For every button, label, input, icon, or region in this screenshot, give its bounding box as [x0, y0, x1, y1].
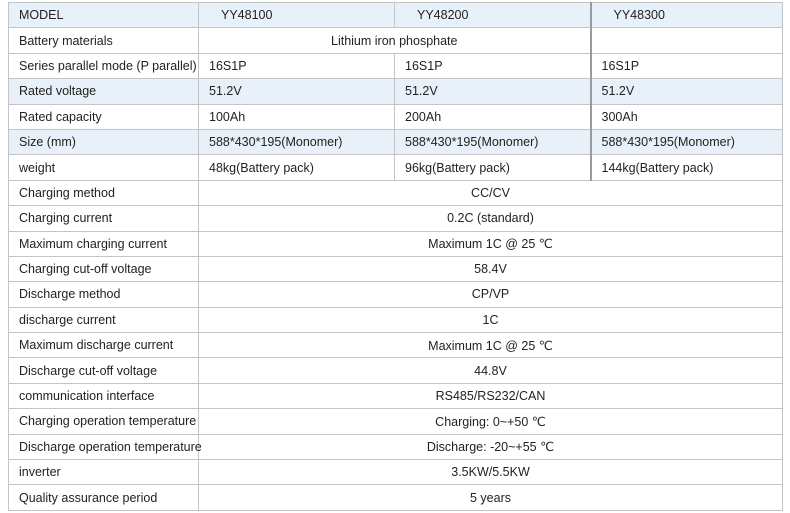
row-label: inverter: [9, 460, 199, 485]
table-row: [9, 434, 783, 459]
row-value-empty: [591, 28, 783, 53]
row-label: Quality assurance period: [9, 485, 199, 510]
table-row: [9, 333, 783, 358]
row-value-a: 588*430*195(Monomer): [199, 129, 395, 154]
row-value: 58.4V: [199, 256, 783, 281]
table-row: [9, 104, 783, 129]
header-model-c: YY48300: [591, 3, 783, 28]
table-row: [9, 383, 783, 408]
row-label: discharge current: [9, 307, 199, 332]
row-label: Maximum discharge current: [9, 333, 199, 358]
row-value: Charging: 0~+50 ℃: [199, 409, 783, 434]
table-row: [9, 28, 783, 53]
row-value-c: 588*430*195(Monomer): [591, 129, 783, 154]
row-value: 0.2C (standard): [199, 206, 783, 231]
row-value: Discharge: -20~+55 ℃: [199, 434, 783, 459]
row-label: Discharge operation temperature: [9, 434, 199, 459]
row-value: RS485/RS232/CAN: [199, 383, 783, 408]
table-row: [9, 358, 783, 383]
row-label: Charging current: [9, 206, 199, 231]
header-label: MODEL: [9, 3, 199, 28]
row-label: Rated voltage: [9, 79, 199, 104]
row-label: Battery materials: [9, 28, 199, 53]
table-row: [9, 231, 783, 256]
row-label: Maximum charging current: [9, 231, 199, 256]
row-label: communication interface: [9, 383, 199, 408]
row-value: CC/CV: [199, 180, 783, 205]
row-value-b: 588*430*195(Monomer): [395, 129, 591, 154]
row-value-c: 144kg(Battery pack): [591, 155, 783, 180]
row-value-a: 16S1P: [199, 53, 395, 78]
table-row: [9, 282, 783, 307]
table-row: [9, 129, 783, 154]
spec-table: [8, 2, 783, 511]
row-value: 3.5KW/5.5KW: [199, 460, 783, 485]
table-row: [9, 206, 783, 231]
header-model-a: YY48100: [199, 3, 395, 28]
row-value-b: 200Ah: [395, 104, 591, 129]
table-row: [9, 155, 783, 180]
row-label: Series parallel mode (P parallel): [9, 53, 199, 78]
row-label: Size (mm): [9, 129, 199, 154]
row-label: Charging method: [9, 180, 199, 205]
row-value: Maximum 1C @ 25 ℃: [199, 333, 783, 358]
table-row: [9, 409, 783, 434]
row-label: weight: [9, 155, 199, 180]
row-value-c: 16S1P: [591, 53, 783, 78]
row-value-c: 51.2V: [591, 79, 783, 104]
row-value-a: 100Ah: [199, 104, 395, 129]
table-row: [9, 79, 783, 104]
row-label: Discharge method: [9, 282, 199, 307]
table-row: [9, 256, 783, 281]
row-value: 44.8V: [199, 358, 783, 383]
header-row: [9, 3, 783, 28]
row-label: Charging cut-off voltage: [9, 256, 199, 281]
row-value: 1C: [199, 307, 783, 332]
table-row: [9, 307, 783, 332]
row-value: Maximum 1C @ 25 ℃: [199, 231, 783, 256]
table-row: [9, 180, 783, 205]
row-value: Lithium iron phosphate: [199, 28, 591, 53]
header-model-b: YY48200: [395, 3, 591, 28]
row-value-a: 48kg(Battery pack): [199, 155, 395, 180]
row-value: 5 years: [199, 485, 783, 510]
row-value-c: 300Ah: [591, 104, 783, 129]
row-value-b: 16S1P: [395, 53, 591, 78]
row-value-b: 51.2V: [395, 79, 591, 104]
table-row: [9, 53, 783, 78]
table-row: [9, 460, 783, 485]
row-label: Charging operation temperature: [9, 409, 199, 434]
row-label: Discharge cut-off voltage: [9, 358, 199, 383]
table-row: [9, 485, 783, 510]
row-value-b: 96kg(Battery pack): [395, 155, 591, 180]
row-value-a: 51.2V: [199, 79, 395, 104]
row-value: CP/VP: [199, 282, 783, 307]
row-label: Rated capacity: [9, 104, 199, 129]
